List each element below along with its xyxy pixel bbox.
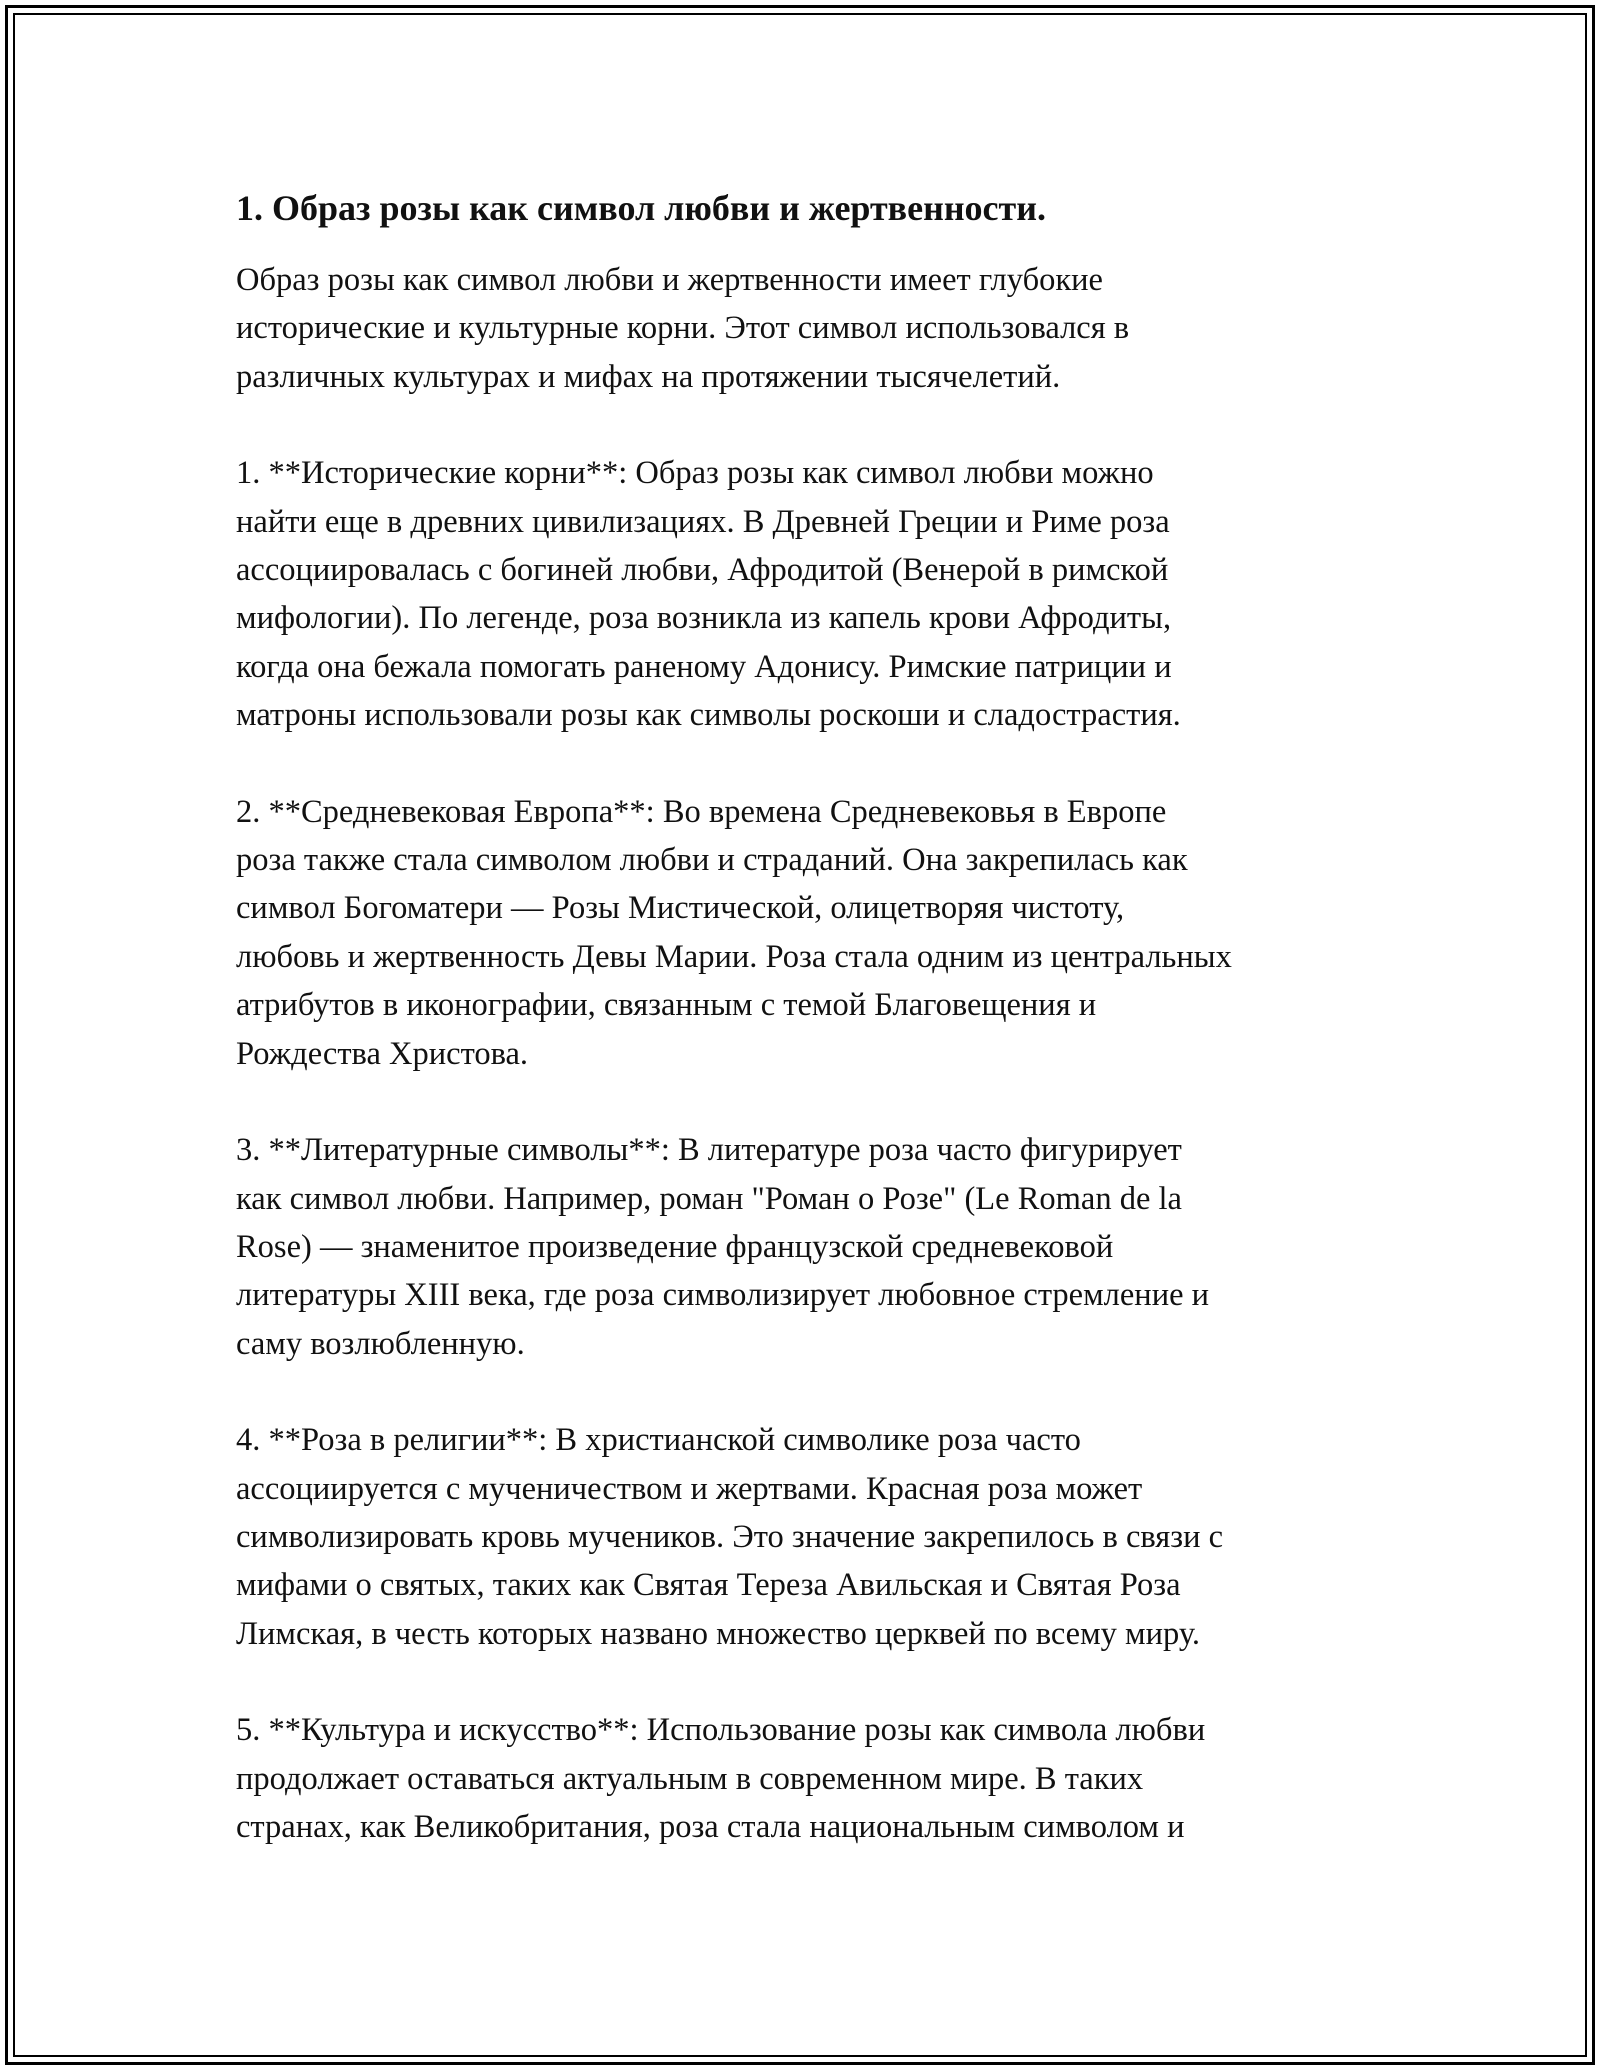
- text-line: исторические и культурные корни. Этот символ использовался в: [236, 310, 1130, 347]
- text-line: матроны использовали розы как символы роскоши и сладострастия.: [236, 697, 1181, 734]
- intro-paragraph: [236, 256, 1386, 401]
- text-line: Лимская, в честь которых названо множество церквей по всему миру.: [236, 1615, 1200, 1652]
- text-line: как символ любви. Например, роман "Роман о Розе" (Le Roman de la: [236, 1180, 1182, 1217]
- list-item-paragraph: [236, 788, 1386, 1078]
- text-line: странах, как Великобритания, роза стала национальным символом и: [236, 1808, 1185, 1845]
- list-item-paragraph: [236, 1416, 1386, 1658]
- text-line: ассоциируется с мученичеством и жертвами. Красная роза может: [236, 1470, 1143, 1507]
- text-line: роза также стала символом любви и страданий. Она закрепилась как: [236, 842, 1188, 879]
- text-line: 1. **Исторические корни**: Образ розы как символ любви можно: [236, 455, 1154, 492]
- text-line: продолжает оставаться актуальным в современном мире. В таких: [236, 1760, 1144, 1797]
- text-line: символ Богоматери — Розы Мистической, олицетворяя чистоту,: [236, 890, 1125, 927]
- list-item-paragraph: [236, 449, 1386, 739]
- text-line: символизировать кровь мучеников. Это значение закрепилось в связи с: [236, 1518, 1224, 1555]
- text-line: различных культурах и мифах на протяжении тысячелетий.: [236, 358, 1061, 395]
- list-item-paragraph: [236, 1126, 1386, 1368]
- document-title: 1. Образ розы как символ любви и жертвенности.: [236, 188, 1046, 228]
- text-line: атрибутов в иконографии, связанным с темой Благовещения и: [236, 987, 1097, 1024]
- text-line: мифологии). По легенде, роза возникла из капель крови Афродиты,: [236, 600, 1172, 637]
- text-line: 4. **Роза в религии**: В христианской символике роза часто: [236, 1422, 1081, 1459]
- text-line: 2. **Средневековая Европа**: Во времена Средневековья в Европе: [236, 793, 1167, 830]
- text-line: саму возлюбленную.: [236, 1325, 525, 1362]
- text-line: 3. **Литературные символы**: В литературе роза часто фигурирует: [236, 1132, 1182, 1169]
- text-line: ассоциировалась с богиней любви, Афродитой (Венерой в римской: [236, 552, 1169, 589]
- paragraph-list: [236, 256, 1386, 1851]
- text-line: Рождества Христова.: [236, 1035, 529, 1072]
- text-line: любовь и жертвенность Девы Марии. Роза стала одним из центральных: [236, 938, 1232, 975]
- list-item-paragraph: [236, 1706, 1386, 1851]
- text-line: литературы XIII века, где роза символизирует любовное стремление и: [236, 1277, 1210, 1314]
- document-body: [236, 184, 1386, 1899]
- text-line: мифами о святых, таких как Святая Тереза Авильская и Святая Роза: [236, 1567, 1181, 1604]
- text-line: когда она бежала помогать раненому Адонису. Римские патриции и: [236, 648, 1172, 685]
- text-line: найти еще в древних цивилизациях. В Древней Греции и Риме роза: [236, 503, 1170, 540]
- text-line: Rose) — знаменитое произведение французской средневековой: [236, 1228, 1114, 1265]
- text-line: 5. **Культура и искусство**: Использование розы как символа любви: [236, 1712, 1206, 1749]
- text-line: Образ розы как символ любви и жертвенности имеет глубокие: [236, 262, 1103, 298]
